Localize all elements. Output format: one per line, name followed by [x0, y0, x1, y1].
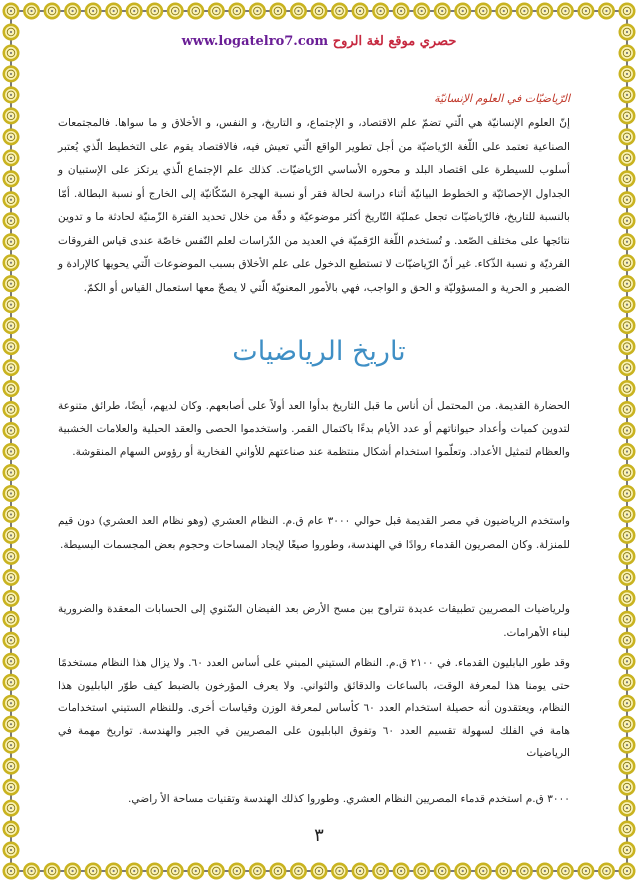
chain-ring-border-icon [332, 4, 346, 18]
chain-ring-border-icon [4, 507, 18, 521]
chain-ring-border-icon [620, 465, 634, 479]
chain-ring-border-icon [579, 864, 593, 878]
chain-ring-border-icon [148, 864, 162, 878]
chain-ring-border-icon [620, 570, 634, 584]
chain-ring-border-icon [4, 591, 18, 605]
chain-ring-border-icon [620, 276, 634, 290]
paragraph-important-dates: ٣٠٠٠ ق.م استخدم قدماء المصريين النظام العشري. وطوروا كذلك الهندسة وتقنيات مساحة الأ راضي. [128, 793, 570, 805]
chain-ring-border-icon [620, 822, 634, 836]
chain-ring-border-icon [538, 4, 552, 18]
chain-ring-border-icon [4, 297, 18, 311]
chain-ring-border-icon [65, 864, 79, 878]
site-url-link[interactable]: www.logatelro7.com [181, 34, 329, 49]
chain-ring-border-icon [620, 507, 634, 521]
chain-ring-border-icon [620, 801, 634, 815]
chain-ring-border-icon [4, 4, 18, 18]
chain-ring-border-icon [394, 864, 408, 878]
chain-ring-border-icon [291, 4, 305, 18]
chain-ring-border-icon [620, 318, 634, 332]
chain-ring-border-icon [4, 25, 18, 39]
document-page [40, 30, 598, 852]
paragraph-ancient-civilization: الحضارة القديمة. من المحتمل أن أناس ما قبل التاريخ بدأوا العد أولاً على أصابعهم. وكان لديهم، أيضًا، طرائق متنوعة لتدوين كميات وأعداد حيواناتهم أو عدد الأيام بدءًا باكتمال القمر. واستخدموا الحصى والعقد الحبلية والعلامات الخشبية والعظام لتمثيل الأعداد. وتعلّموا استخدام أشكال منتظمة عند صناعتهم للأواني الفخارية أو رؤوس السهام المنقوشة. [58, 400, 570, 458]
chain-ring-border-icon [4, 822, 18, 836]
chain-ring-border-icon [497, 4, 511, 18]
chain-ring-border-icon [45, 864, 59, 878]
chain-ring-border-icon [4, 696, 18, 710]
chain-ring-border-icon [230, 4, 244, 18]
chain-ring-border-icon [517, 864, 531, 878]
chain-ring-border-icon [620, 214, 634, 228]
chain-ring-border-icon [4, 46, 18, 60]
chain-ring-border-icon [4, 276, 18, 290]
chain-ring-border-icon [127, 4, 141, 18]
chain-ring-border-icon [271, 864, 285, 878]
chain-ring-border-icon [620, 46, 634, 60]
chain-ring-border-icon [353, 4, 367, 18]
chain-ring-border-icon [4, 717, 18, 731]
chain-ring-border-icon [86, 4, 100, 18]
chain-ring-border-icon [86, 864, 100, 878]
chain-ring-border-icon [189, 864, 203, 878]
chain-ring-border-icon [4, 780, 18, 794]
chain-ring-border-icon [4, 759, 18, 773]
chain-ring-border-icon [435, 4, 449, 18]
chain-ring-border-icon [24, 864, 38, 878]
chain-ring-border-icon [620, 151, 634, 165]
chain-ring-border-icon [353, 864, 367, 878]
chain-ring-border-icon [4, 381, 18, 395]
chain-ring-border-icon [106, 864, 120, 878]
chain-ring-border-icon [620, 654, 634, 668]
article-subtitle: الرّياضيّات في العلوم الإنسانيّة [434, 92, 570, 105]
chain-ring-border-icon [558, 864, 572, 878]
chain-ring-border-icon [620, 256, 634, 270]
chain-ring-border-icon [4, 444, 18, 458]
chain-ring-border-icon [4, 360, 18, 374]
chain-ring-border-icon [291, 864, 305, 878]
chain-ring-border-icon [620, 759, 634, 773]
chain-ring-border-icon [4, 423, 18, 437]
chain-ring-border-icon [599, 4, 613, 18]
chain-ring-border-icon [620, 780, 634, 794]
chain-ring-border-icon [620, 130, 634, 144]
chain-ring-border-icon [497, 864, 511, 878]
chain-ring-border-icon [4, 130, 18, 144]
section-title: تاريخ الرياضيات [232, 336, 406, 367]
chain-ring-border-icon [4, 549, 18, 563]
chain-ring-border-icon [620, 717, 634, 731]
chain-ring-border-icon [620, 297, 634, 311]
chain-ring-border-icon [620, 738, 634, 752]
chain-ring-border-icon [620, 549, 634, 563]
chain-ring-border-icon [4, 654, 18, 668]
chain-ring-border-icon [620, 4, 634, 18]
chain-ring-border-icon [620, 591, 634, 605]
chain-ring-border-icon [620, 235, 634, 249]
chain-ring-border-icon [517, 4, 531, 18]
chain-ring-border-icon [4, 486, 18, 500]
chain-ring-border-icon [620, 696, 634, 710]
chain-ring-border-icon [4, 570, 18, 584]
chain-ring-border-icon [250, 4, 264, 18]
chain-ring-border-icon [620, 109, 634, 123]
chain-ring-border-icon [620, 339, 634, 353]
page-number: ٣ [314, 825, 324, 846]
chain-ring-border-icon [620, 864, 634, 878]
chain-ring-border-icon [4, 235, 18, 249]
chain-ring-border-icon [312, 864, 326, 878]
chain-ring-border-icon [4, 214, 18, 228]
chain-ring-border-icon [394, 4, 408, 18]
chain-ring-border-icon [558, 4, 572, 18]
chain-ring-border-icon [620, 172, 634, 186]
chain-ring-border-icon [4, 843, 18, 857]
header-prefix: حصري موقع لغة الروح [332, 34, 457, 49]
chain-ring-border-icon [620, 88, 634, 102]
chain-ring-border-icon [230, 864, 244, 878]
chain-ring-border-icon [456, 4, 470, 18]
chain-ring-border-icon [373, 4, 387, 18]
chain-ring-border-icon [4, 465, 18, 479]
chain-ring-border-icon [538, 864, 552, 878]
site-header [130, 34, 508, 49]
chain-ring-border-icon [4, 318, 18, 332]
chain-ring-border-icon [620, 675, 634, 689]
chain-ring-border-icon [4, 151, 18, 165]
chain-ring-border-icon [271, 4, 285, 18]
chain-ring-border-icon [106, 4, 120, 18]
chain-ring-border-icon [620, 381, 634, 395]
chain-ring-border-icon [4, 633, 18, 647]
chain-ring-border-icon [45, 4, 59, 18]
chain-ring-border-icon [620, 193, 634, 207]
intro-paragraph: إنّ العلوم الإنسانيّة هي الّتي تضمّ علم الاقتصاد، و الإجتماع، و التاريخ، و النفس، و الأخلاق و ما سواها. فالمجتمعات الصناعية تعتمد على اللّغة الرّياضيّة من أجل تطوير الواقع الّتي تعيش فيه، فالاقتصاد يقوم على التخطيط الّذي يُعتبر أسلوب للسيطرة على اقتصاد البلد و محوره الأساسي الرّياضيّات. كذلك علم الإجتماع الّذي يرتكز على الإستبيان و الجداول الإحصائيّة و الخطوط البيانيّة أثناء دراسة لحالة فقر أو نسبة الهجرة السّكّانيّة إلى الخارج أو نسبة البطالة. أمّا بالنسبة للتاريخ، فالرّياضيّات تجعل عمليّة التّاريخ أكثر موضوعيّة و دقّة من خلال تحديد الفترة الزّمنيّة لحادثة ما و تدوين نتائجها على مختلف الصّعد. و تُستخدم اللّغة الرّقميّة في العديد من الدّراسات لعلم النّفس خاصّة عندى قياس الفروقات الفرديّة و نسبة الذّكاء. غير أنّ الرّياضيّات لا تستطيع الدخول على علم الأخلاق بسبب الموضوعات الّتي يحويها كالإرادة و الضمير و الحرية و المسؤوليّة و الحق و الواجب، فهي بالأمور المعنويّة الّتي لا يصحّ معها استعمال القياس أو الكمّ. [58, 117, 570, 294]
chain-ring-border-icon [620, 612, 634, 626]
chain-ring-border-icon [312, 4, 326, 18]
chain-ring-border-icon [4, 612, 18, 626]
chain-ring-border-icon [65, 4, 79, 18]
paragraph-babylonian-sexagesimal: وقد طور البابليون القدماء. في ٢١٠٠ ق.م. النظام الستيني المبني على أساس العدد ٦٠. ولا يزال هذا النظام مستخدمًا حتى يومنا هذا لمعرفة الوقت، بالساعات والدقائق والثواني. ولا يعرف المؤرخون بالضبط كيف طوّر البابليون هذا النظام، ويعتقدون أنه حصيلة استخدام العدد ٦٠ كأساس لمعرفة الوزن وقياسات أخرى. وللنظام الستيني استخدامات هامة في الفلك لسهولة تقسيم العدد ٦٠ وتفوق البابليون على المصريين في الجبر والهندسة. تواريخ مهمة في الرياضيات [58, 657, 570, 759]
chain-ring-border-icon [4, 339, 18, 353]
chain-ring-border-icon [620, 843, 634, 857]
chain-ring-border-icon [4, 528, 18, 542]
chain-ring-border-icon [4, 193, 18, 207]
chain-ring-border-icon [4, 864, 18, 878]
chain-ring-border-icon [435, 864, 449, 878]
chain-ring-border-icon [332, 864, 346, 878]
chain-ring-border-icon [456, 864, 470, 878]
chain-ring-border-icon [189, 4, 203, 18]
chain-ring-border-icon [4, 88, 18, 102]
chain-ring-border-icon [4, 801, 18, 815]
chain-ring-border-icon [168, 864, 182, 878]
chain-ring-border-icon [24, 4, 38, 18]
chain-ring-border-icon [4, 675, 18, 689]
chain-ring-border-icon [620, 67, 634, 81]
chain-ring-border-icon [4, 256, 18, 270]
chain-ring-border-icon [414, 864, 428, 878]
chain-ring-border-icon [620, 633, 634, 647]
chain-ring-border-icon [127, 864, 141, 878]
chain-ring-border-icon [620, 360, 634, 374]
chain-ring-border-icon [620, 486, 634, 500]
chain-ring-border-icon [250, 864, 264, 878]
chain-ring-border-icon [4, 172, 18, 186]
chain-ring-border-icon [620, 25, 634, 39]
chain-ring-border-icon [4, 109, 18, 123]
chain-ring-border-icon [476, 864, 490, 878]
chain-ring-border-icon [4, 402, 18, 416]
chain-ring-border-icon [168, 4, 182, 18]
chain-ring-border-icon [209, 864, 223, 878]
chain-ring-border-icon [579, 4, 593, 18]
chain-ring-border-icon [4, 738, 18, 752]
chain-ring-border-icon [209, 4, 223, 18]
chain-ring-border-icon [620, 402, 634, 416]
chain-ring-border-icon [148, 4, 162, 18]
paragraph-egyptian-decimal: واستخدم الرياضيون في مصر القديمة قبل حوالي ٣٠٠٠ عام ق.م. النظام العشري (وهو نظام العد العشري) دون قيم للمنزلة. وكان المصريون القدماء روادًا في الهندسة، وطوروا صيغًا لإيجاد المساحات وحجوم بعض المجسمات البسيطة. [58, 515, 570, 551]
paragraph-egyptian-applications: ولرياضيات المصريين تطبيقات عديدة تتراوح بين مسح الأرض بعد الفيضان السّنوي إلى الحسابات المعقدة والضرورية لبناء الأهرامات. [58, 603, 570, 639]
chain-ring-border-icon [620, 444, 634, 458]
chain-ring-border-icon [620, 528, 634, 542]
chain-ring-border-icon [599, 864, 613, 878]
chain-ring-border-icon [620, 423, 634, 437]
chain-ring-border-icon [373, 864, 387, 878]
chain-ring-border-icon [476, 4, 490, 18]
chain-ring-border-icon [414, 4, 428, 18]
chain-ring-border-icon [4, 67, 18, 81]
